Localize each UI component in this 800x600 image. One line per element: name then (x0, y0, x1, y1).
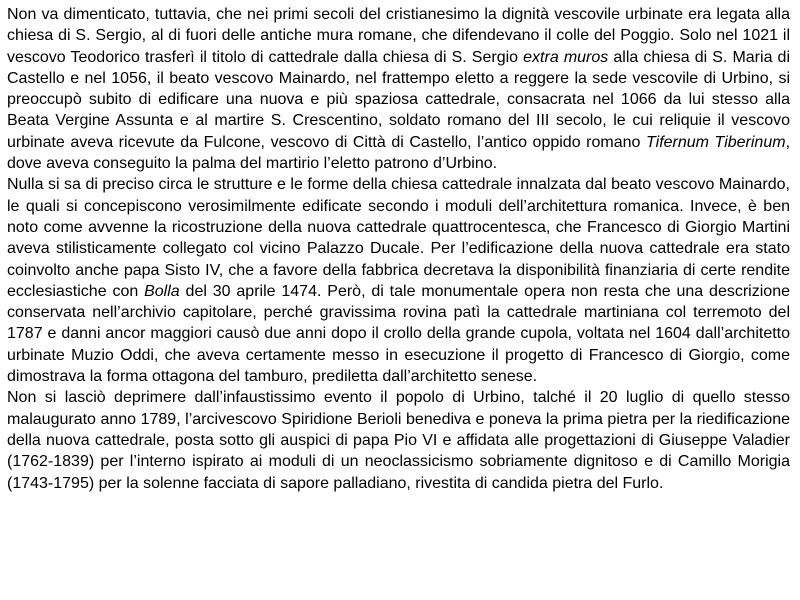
paragraph-3-text: Non si lasciò deprimere dall’infaustissimo evento il popolo di Urbino, talché il 20 luglio di quello stesso malaugurato anno 1789, l’arcivescovo Spiridione Berioli benediva e poneva la prima pietra per la riedificazione della nuova cattedrale, posta sotto gli auspici di papa Pio VI e affidata alle progettazioni di Giuseppe Valadier (1762-1839) per l’interno ispirato ai moduli di un neoclassicismo sobriamente dignitoso e di Camillo Morigia (1743-1795) per la solenne facciata di sapore palladiano, rivestita di candida pietra del Furlo. (7, 389, 790, 492)
paragraph-1-italic-extra-muros: extra muros (523, 48, 609, 66)
paragraph-1-text-cont: alla chiesa di S. Maria di Castello e nel 1056, il beato vescovo Mainardo, nel frattempo eletto a reggere la sede vescovile di Urbino, si preoccupò subito di edificare una nuova e più spaziosa cattedrale, consacrata nel 1066 da lui stesso alla Beata Vergine Assunta e al martire S. Crescentino, soldato romano del III secolo, le cui reliquie il vescovo urbinate aveva ricevute da Fulcone, vescovo di Città di Castello, l’antico oppido romano (7, 48, 791, 151)
paragraph-1-italic-tifernum: Tifernum Tiberinum (646, 133, 786, 151)
paragraph-3 (7, 387, 790, 493)
paragraph-2 (7, 174, 790, 387)
paragraph-1 (7, 4, 790, 174)
paragraph-1-text: Non va dimenticato, tuttavia, che nei primi secoli del cristianesimo la dignità vescovile urbinate era legata alla chiesa di S. Sergio, al di fuori delle antiche mura romane, che difendevano il colle del Poggio. Solo nel 1021 il vescovo Teodorico trasferì il titolo di cattedrale dalla chiesa di S. Sergio (7, 6, 790, 66)
paragraph-2-italic-bolla: Bolla (144, 282, 180, 300)
paragraph-1-text-end: , dove aveva conseguito la palma del martirio l’eletto patrono d’Urbino. (7, 133, 791, 173)
paragraph-2-text: Nulla si sa di preciso circa le strutture e le forme della chiesa cattedrale innalzata dal beato vescovo Mainardo, le quali si concepiscono verosimilmente edificate secondo i moduli dell’architettura romanica. Invece, è ben noto come avvenne la ricostruzione della nuova cattedrale quattrocentesca, che Francesco di Giorgio Martini aveva stilisticamente collegato col vicino Palazzo Ducale. Per l’edificazione della nuova cattedrale era stato coinvolto anche papa Sisto IV, che a favore della fabbrica decretava la disponibilità finanziaria di certe rendite ecclesiastiche con (7, 176, 790, 300)
paragraph-2-text-end: del 30 aprile 1474. Però, di tale monumentale opera non resta che una descrizione conservata nell’archivio capitolare, perché gravissima rovina patì la cattedrale martiniana col terremoto del 1787 e danni ancor maggiori causò due anni dopo il crollo della grande cupola, voltata nel 1604 dall’architetto urbinate Muzio Oddi, che aveva certamente messo in esecuzione il progetto di Francesco di Giorgio, come dimostrava la forma ottagona del tamburo, prediletta dall’architetto senese. (7, 282, 790, 386)
